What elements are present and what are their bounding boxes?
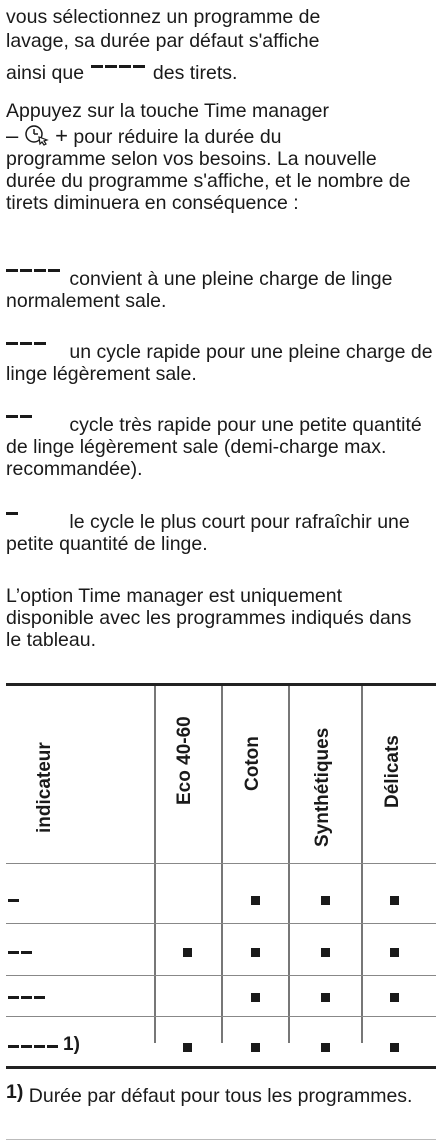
- col-separator: [288, 686, 290, 1043]
- availability-mark-icon: [390, 993, 399, 1002]
- row-2-dash-icon: [21, 951, 32, 954]
- availability-mark-icon: [251, 948, 260, 957]
- minus-symbol: –: [6, 123, 19, 148]
- level-3-item: [6, 341, 438, 385]
- row-divider: [6, 1016, 436, 1017]
- availability-mark-icon: [390, 1043, 399, 1052]
- availability-mark-icon: [390, 896, 399, 905]
- header-synthetiques: Synthétiques: [312, 727, 333, 847]
- availability-mark-icon: [321, 1043, 330, 1052]
- header-divider: [6, 863, 436, 864]
- intro-line-3-pre: ainsi que: [6, 62, 85, 84]
- row-4-dash-icon: [34, 1045, 45, 1048]
- row-4-dash-icon: [47, 1045, 58, 1048]
- row-1-dash-icon: [8, 899, 19, 902]
- intro-line-3-post: des tirets.: [152, 62, 238, 84]
- row-3-dash-icon: [34, 996, 45, 999]
- availability-text: L’option Time manager est uniquement disponible avec les programmes indiqués dans le tableau.: [6, 585, 412, 651]
- availability-mark-icon: [251, 993, 260, 1002]
- col-separator: [361, 686, 363, 1043]
- time-manager-icon: [24, 124, 50, 151]
- row-3-dash-icon: [8, 996, 19, 999]
- intro-line-2: lavage, sa durée par défaut s'affiche: [6, 30, 320, 52]
- table-bottom-rule: [6, 1066, 436, 1069]
- footnote-marker: 1): [6, 1081, 24, 1103]
- availability-mark-icon: [251, 1043, 260, 1052]
- availability-mark-icon: [251, 896, 260, 905]
- row-divider: [6, 923, 436, 924]
- footnote-text: Durée par défaut pour tous les programmes.: [28, 1085, 413, 1107]
- header-eco-40-60: Eco 40-60: [174, 716, 195, 805]
- level-3-text: un cycle rapide pour une pleine charge de linge légèrement sale.: [6, 341, 433, 385]
- instruction-line-2-post: pour réduire la durée du: [73, 126, 282, 148]
- availability-mark-icon: [321, 993, 330, 1002]
- availability-mark-icon: [321, 948, 330, 957]
- intro-line-3: [6, 62, 438, 84]
- col-separator: [154, 686, 156, 1043]
- two-dash-icon: [6, 415, 64, 427]
- instruction-rest: programme selon vos besoins. La nouvelle durée du programme s'affiche, et le nombre de tirets diminuera en conséquence :: [6, 148, 411, 214]
- level-4-item: [6, 268, 438, 312]
- footnote-bottom-rule: [6, 1139, 436, 1140]
- plus-symbol: +: [55, 123, 68, 148]
- header-indicateur: indicateur: [34, 742, 55, 833]
- availability-mark-icon: [183, 948, 192, 957]
- level-2-text: cycle très rapide pour une petite quantité de linge légèrement sale (demi-charge max. recommandée).: [6, 414, 422, 480]
- header-coton: Coton: [242, 736, 263, 791]
- availability-mark-icon: [390, 948, 399, 957]
- instruction-line-2: [6, 124, 438, 151]
- header-delicats: Délicats: [382, 735, 403, 808]
- footnote: [6, 1081, 436, 1107]
- row-4-dash-icon: [8, 1045, 19, 1048]
- instruction-line-1: Appuyez sur la touche Time manager: [6, 100, 330, 122]
- one-dash-icon: [6, 512, 64, 524]
- availability-mark-icon: [183, 1043, 192, 1052]
- row-4-footnote-ref: 1): [63, 1034, 80, 1055]
- intro-line-1: vous sélectionnez un programme de: [6, 6, 321, 28]
- level-1-text: le cycle le plus court pour rafraîchir une petite quantité de linge.: [6, 511, 410, 555]
- four-dash-indicator-icon: [89, 65, 147, 77]
- availability-mark-icon: [321, 896, 330, 905]
- level-4-text: convient à une pleine charge de linge normalement sale.: [6, 268, 393, 312]
- program-table: [6, 683, 436, 1093]
- level-1-item: [6, 511, 438, 555]
- col-separator: [221, 686, 223, 1043]
- three-dash-icon: [6, 342, 64, 354]
- row-divider: [6, 975, 436, 976]
- level-2-item: [6, 414, 438, 480]
- row-2-dash-icon: [8, 951, 19, 954]
- row-3-dash-icon: [21, 996, 32, 999]
- row-4-dash-icon: [21, 1045, 32, 1048]
- four-dash-icon: [6, 269, 64, 281]
